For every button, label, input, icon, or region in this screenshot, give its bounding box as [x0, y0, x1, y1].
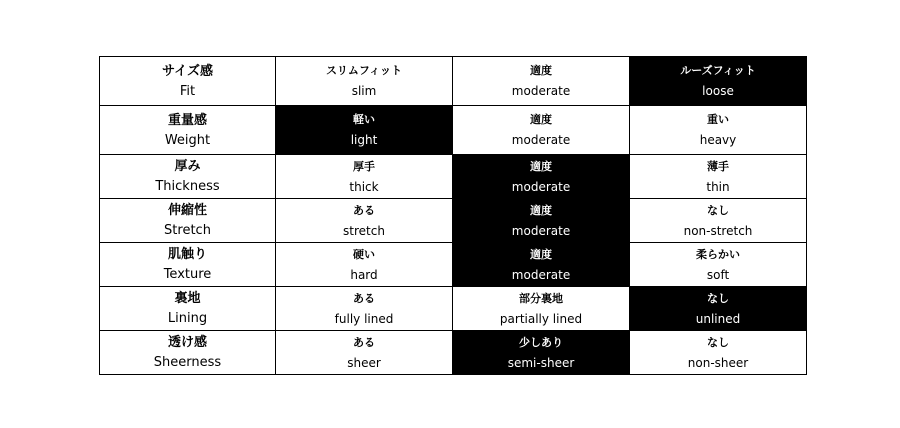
option-cell-selected — [453, 199, 630, 243]
option-label-jp: ある — [353, 203, 375, 217]
option-cell — [276, 331, 453, 375]
option-label-en: moderate — [511, 267, 571, 282]
attribute-label-cell — [100, 243, 276, 287]
attribute-label-jp: 肌触り — [167, 247, 207, 262]
attribute-label-cell — [100, 155, 276, 199]
option-cell — [453, 287, 630, 331]
option-label-en: sheer — [347, 355, 381, 370]
option-label-jp: 少しあり — [519, 335, 563, 349]
attribute-label-cell — [100, 106, 276, 155]
attribute-label-cell — [100, 331, 276, 375]
attribute-row-weight — [100, 106, 807, 155]
attribute-label-en: Thickness — [155, 179, 220, 194]
option-cell — [630, 331, 807, 375]
option-cell-selected — [276, 106, 453, 155]
attribute-row-lining — [100, 287, 807, 331]
option-label-en: moderate — [511, 84, 571, 98]
garment-attribute-table — [99, 56, 807, 375]
option-cell-selected — [630, 287, 807, 331]
option-label-jp: 適度 — [530, 113, 552, 126]
attribute-label-en: Weight — [164, 132, 211, 148]
attribute-label-jp: 厚み — [174, 159, 201, 174]
option-cell — [276, 199, 453, 243]
attribute-row-sheerness — [100, 331, 807, 375]
option-cell — [630, 243, 807, 287]
option-label-jp: ある — [353, 291, 375, 305]
option-label-jp: 硬い — [353, 247, 375, 261]
option-label-jp: 適度 — [530, 159, 552, 173]
attribute-row-fit — [100, 57, 807, 106]
option-label-en: partially lined — [499, 311, 583, 326]
attribute-label-en: Fit — [179, 83, 196, 99]
option-cell-selected — [453, 155, 630, 199]
attribute-label-cell — [100, 199, 276, 243]
option-label-jp: 軽い — [353, 113, 375, 126]
option-label-en: thin — [706, 179, 730, 194]
option-label-en: stretch — [343, 223, 385, 238]
attribute-row-texture — [100, 243, 807, 287]
option-label-jp: 柔らかい — [696, 247, 740, 261]
option-label-jp: 部分裏地 — [519, 291, 563, 305]
option-cell — [453, 106, 630, 155]
attribute-label-jp: 透け感 — [167, 335, 207, 350]
option-label-en: hard — [350, 267, 378, 282]
option-label-jp: なし — [707, 291, 729, 305]
attribute-label-cell — [100, 57, 276, 106]
option-cell — [453, 57, 630, 106]
option-cell — [276, 57, 453, 106]
attribute-row-stretch — [100, 199, 807, 243]
attribute-label-jp: 裏地 — [174, 291, 201, 306]
option-label-jp: 重い — [707, 113, 729, 126]
option-label-en: soft — [706, 267, 730, 282]
option-label-en: slim — [351, 84, 377, 98]
option-label-jp: 薄手 — [707, 159, 729, 173]
option-label-en: thick — [349, 179, 379, 194]
option-label-en: light — [350, 133, 378, 147]
attribute-label-jp: 重量感 — [167, 112, 207, 128]
option-cell — [276, 155, 453, 199]
option-cell-selected — [630, 57, 807, 106]
option-label-en: non-stretch — [683, 223, 753, 238]
option-label-jp: 適度 — [530, 203, 552, 217]
option-label-jp: なし — [707, 203, 729, 217]
option-label-en: semi-sheer — [507, 355, 575, 370]
option-label-jp: 適度 — [530, 247, 552, 261]
option-cell — [276, 243, 453, 287]
option-label-jp: スリムフィット — [325, 64, 403, 77]
option-label-jp: 厚手 — [353, 159, 375, 173]
option-cell — [630, 155, 807, 199]
option-cell-selected — [453, 331, 630, 375]
attribute-label-en: Texture — [163, 267, 212, 282]
attribute-label-jp: 伸縮性 — [167, 203, 207, 218]
option-cell — [630, 199, 807, 243]
option-cell — [276, 287, 453, 331]
option-cell — [630, 106, 807, 155]
option-label-en: fully lined — [334, 311, 394, 326]
attribute-row-thickness — [100, 155, 807, 199]
option-label-en: moderate — [511, 133, 571, 147]
attribute-label-cell — [100, 287, 276, 331]
option-label-en: moderate — [511, 179, 571, 194]
option-cell-selected — [453, 243, 630, 287]
option-label-jp: 適度 — [530, 64, 552, 77]
option-label-jp: ルーズフィット — [680, 64, 756, 77]
option-label-en: moderate — [511, 223, 571, 238]
attribute-label-en: Lining — [167, 311, 208, 326]
option-label-en: heavy — [699, 133, 737, 147]
option-label-jp: なし — [707, 335, 729, 349]
option-label-en: non-sheer — [687, 355, 749, 370]
attribute-label-en: Stretch — [164, 223, 211, 238]
attribute-label-en: Sheerness — [153, 355, 222, 370]
option-label-en: unlined — [695, 311, 741, 326]
option-label-jp: ある — [353, 335, 375, 349]
option-label-en: loose — [702, 84, 734, 98]
attribute-label-jp: サイズ感 — [162, 63, 213, 79]
